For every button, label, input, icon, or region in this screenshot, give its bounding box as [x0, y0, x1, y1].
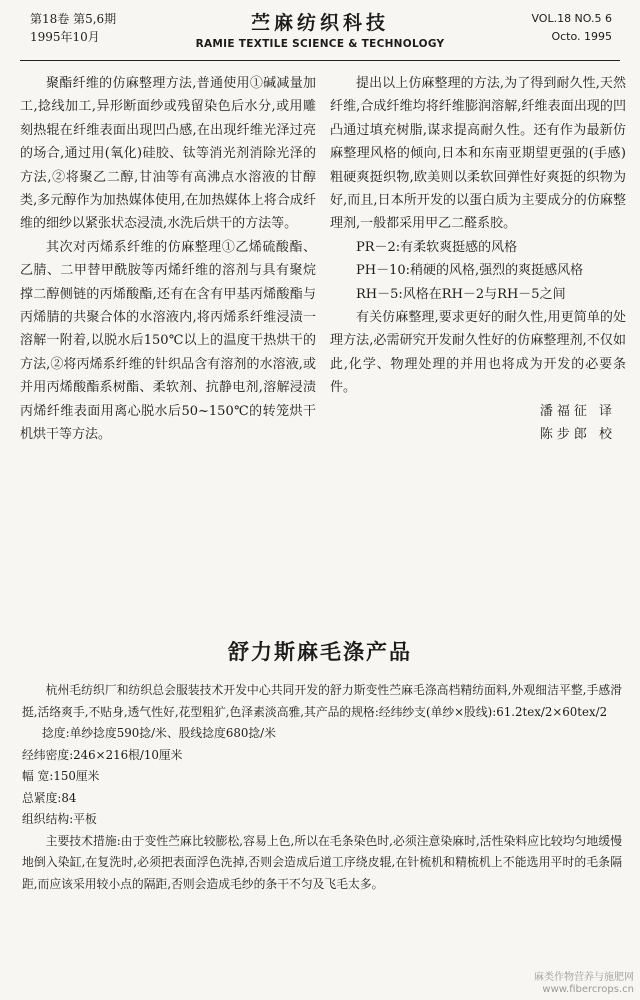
header-volume-en: VOL.18 NO.5 6 — [531, 12, 612, 25]
spec-structure: 组织结构:平板 — [22, 812, 97, 826]
article-title: 舒力斯麻毛涤产品 — [228, 640, 412, 664]
header-date: 1995年10月 — [30, 30, 100, 44]
right-column — [330, 72, 626, 447]
translator-credit: 潘福征 译 — [539, 403, 616, 419]
watermark-line-2: www.fibercrops.cn — [542, 984, 634, 995]
header-date-en: Octo. 1995 — [551, 30, 612, 43]
left-paragraph-2: 其次对丙烯系纤维的仿麻整理①乙烯硫酸酯、乙腈、二甲替甲酰胺等丙烯纤维的溶剂与具有聚烷撑二醇侧链的丙烯酸酯,还有在含有甲基丙烯酸酯与丙烯腈的共聚合体的水溶液内,将丙烯系纤维浸渍一溶解一附着,以脱水后150℃以上的温度干热烘干的方法,②将丙烯系纤维的针织品含有溶剂的水溶液,或并用丙烯酸酯系树酯、柔软剂、抗静电剂,溶解浸渍丙烯纤维表面用离心脱水后50~150℃的转笼烘干机烘干等方法。 — [20, 239, 316, 443]
reviewer-credit: 陈步郎 校 — [539, 427, 616, 443]
header-issue-info-en — [531, 10, 612, 46]
header-volume: 第18卷 第5,6期 — [30, 12, 117, 26]
header-divider — [20, 60, 620, 61]
spec-width: 幅 宽:150厘米 — [22, 769, 100, 783]
left-column — [20, 72, 316, 447]
grade-ph10: PH－10:稍硬的风格,强烈的爽挺感风格 — [356, 263, 584, 279]
right-paragraph-2: 有关仿麻整理,要求更好的耐久性,用更简单的处理方法,必需研究开发耐久性好的仿麻整理剂,不仅如此,化学、物理处理的并用也将成为开发的必要条件。 — [330, 310, 626, 396]
spec-tightness: 总紧度:84 — [22, 790, 77, 805]
left-paragraph-1: 聚酯纤维的仿麻整理方法,普通使用①碱减量加工,捻线加工,异形断面纱或残留染色后水分,或用雕刻热辊在纤维表面出现凹凸感,在出现纤维光泽过亮的场合,通过用(氧化)硅胶、钛等消光剂消除光泽的方法,②将聚乙二醇,甘油等有高沸点水溶液的甘醇类,多元醇作为加热媒体使用,在加热媒体上将合成纤维的细纱以紧张状态浸渍,水洗后烘干的方法等。 — [20, 76, 316, 232]
journal-title-en: RAMIE TEXTILE SCIENCE & TECHNOLOGY — [195, 38, 445, 50]
spec-twist: 捻度:单纱捻度590捻/米、股线捻度680捻/米 — [42, 726, 276, 740]
journal-title-cn: 苎麻纺织科技 — [250, 12, 389, 34]
right-paragraph-1: 提出以上仿麻整理的方法,为了得到耐久性,天然纤维,合成纤维均将纤维膨润溶解,纤维表面出现的凹凸通过填充树脂,谋求提高耐久性。还有作为最新仿麻整理风格的倾向,日本和东南亚期望更强的(手感)粗硬爽挺织物,欧美则以柔软回弹性好爽挺的织物为好,而且,日本所开发的以蛋白质为主要成分的仿麻整理剂,一般都采用甲乙二醛系胶。 — [330, 76, 626, 232]
watermark-line-1: 麻类作物营养与施肥网 — [534, 972, 634, 983]
grade-rh5: RH－5:风格在RH－2与RH－5之间 — [356, 286, 566, 302]
page-header — [0, 0, 640, 60]
article-body — [22, 680, 622, 895]
watermark — [534, 972, 634, 996]
spec-density: 经纬密度:246×216根/10厘米 — [22, 747, 183, 762]
article-measures: 主要技术措施:由于变性苎麻比较膨松,容易上色,所以在毛条染色时,必须注意染麻时,活性染料应比较均匀地缓慢地倒入染缸,在复洗时,必须把表面浮色洗掉,否则会造成后道工序绕皮辊,在针梳机和精梳机上不能选用平时的毛条隔距,而应该采用较小点的隔距,否则会造成毛纱的条干不匀及飞毛太多。 — [22, 833, 622, 891]
article-intro: 杭州毛纺织厂和纺织总会服装技术开发中心共同开发的舒力斯变性苎麻毛涤高档精纺面料,外观细洁平整,手感滑挺,活络爽手,不贴身,透气性好,花型粗犷,色泽素淡高雅,其产品的规格:经纬纱支(单纱×股线):61.2tex/2×60tex/2 — [22, 683, 622, 719]
grade-pr2: PR－2:有柔软爽挺感的风格 — [356, 239, 518, 255]
